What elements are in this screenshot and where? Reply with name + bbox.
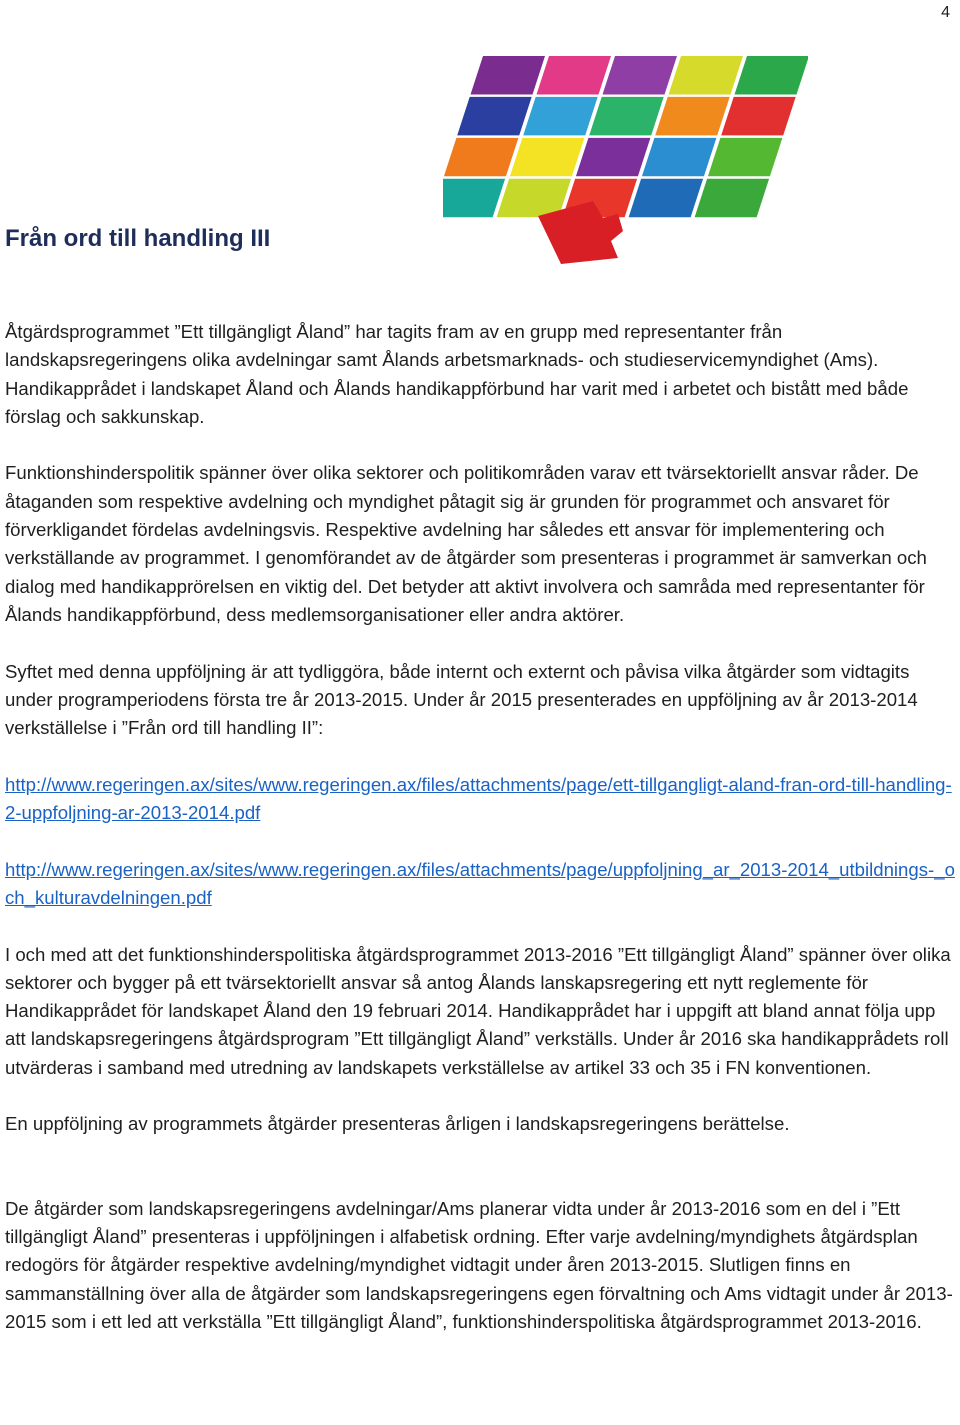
paragraph: De åtgärder som landskapsregeringens avdelningar/Ams planerar vidta under år 2013-2016 som en del i ”Ett tillgängligt Åland” presenteras i uppföljningen i alfabetisk ordning. Efter varje avdelning/myndighets åtgärdsplan redogörs för åtgärder respektive avdelning/myndighet vidtagit under åren 2013-2015. Slutligen finns en sammanställning över alla de åtgärder som landskapsregeringens egen förvaltning och Ams vidtagit under år 2013-2015 som i ett led att verkställa ”Ett tillgängligt Åland”, funktionshinderspolitiska åtgärdsprogrammet 2013-2016. [5, 1197, 953, 1332]
paragraph: Åtgärdsprogrammet ”Ett tillgängligt Åland” har tagits fram av en grupp med representanter från landskapsregeringens olika avdelningar samt Ålands arbetsmarknads- och studieservicemyndighet (Ams). Handikapprådet i landskapet Åland och Ålands handikappförbund har varit med i arbetet och bistått med både förslag och sakkunskap. [5, 321, 909, 427]
paragraph: I och med att det funktionshinderspolitiska åtgärdsprogrammet 2013-2016 ”Ett tillgängligt Åland” spänner över olika sektorer och bygger på ett tvärsektoriellt ansvar så antog Ålands lanskapsregering ett nytt reglemente för Handikapprådet för landskapet Åland den 19 februari 2014. Handikapprådet har i uppgift att bland annat följa upp att landskapsregeringens åtgärdsprogram ”Ett tillgängligt Åland” verkställs. Under år 2016 ska handikapprådets roll utvärderas i samband med utredning av landskapets verkställelse av artikel 33 och 35 i FN konventionen. [5, 943, 951, 1078]
puzzle-pieces-image [443, 46, 808, 266]
paragraph: En uppföljning av programmets åtgärder presenteras årligen i landskapsregeringens berättelse. [5, 1113, 790, 1135]
document-title: Från ord till handling III [5, 225, 271, 252]
link-followup-education-culture[interactable]: http://www.regeringen.ax/sites/www.regeringen.ax/files/attachments/page/uppfoljning_ar_2013-2014_utbildnings-_och_kulturavdelningen.pdf [5, 858, 955, 908]
paragraph: Syftet med denna uppföljning är att tydliggöra, både internt och externt och påvisa vilka åtgärder som vidtagits under programperiodens första tre år 2013-2015. Under år 2015 presenterades en uppföljning av år 2013-2014 verkställelse i ”Från ord till handling II”: [5, 660, 918, 739]
link-followup-2013-2014[interactable]: http://www.regeringen.ax/sites/www.regeringen.ax/files/attachments/page/ett-tillgangligt-aland-fran-ord-till-handling-2-uppfoljning-ar-2013-2014.pdf [5, 773, 952, 824]
page-number: 4 [941, 4, 950, 21]
paragraph: Funktionshinderspolitik spänner över olika sektorer och politikområden varav ett tvärsektoriellt ansvar råder. De åtaganden som respektive avdelning och myndighet påtagit sig är grunden för programmet och ansvaret för förverkligandet fördelas avdelningsvis. Respektive avdelning har således ett ansvar för implementering och verkställande av programmet. I genomförandet av de åtgärder som presenteras i programmet är samverkan och dialog med handikapprörelsen en viktig del. Det betyder att aktivt involvera och samråda med representanter för Ålands handikappförbund, dess medlemsorganisationer eller andra aktörer. [5, 462, 927, 625]
document-body [5, 318, 955, 1364]
